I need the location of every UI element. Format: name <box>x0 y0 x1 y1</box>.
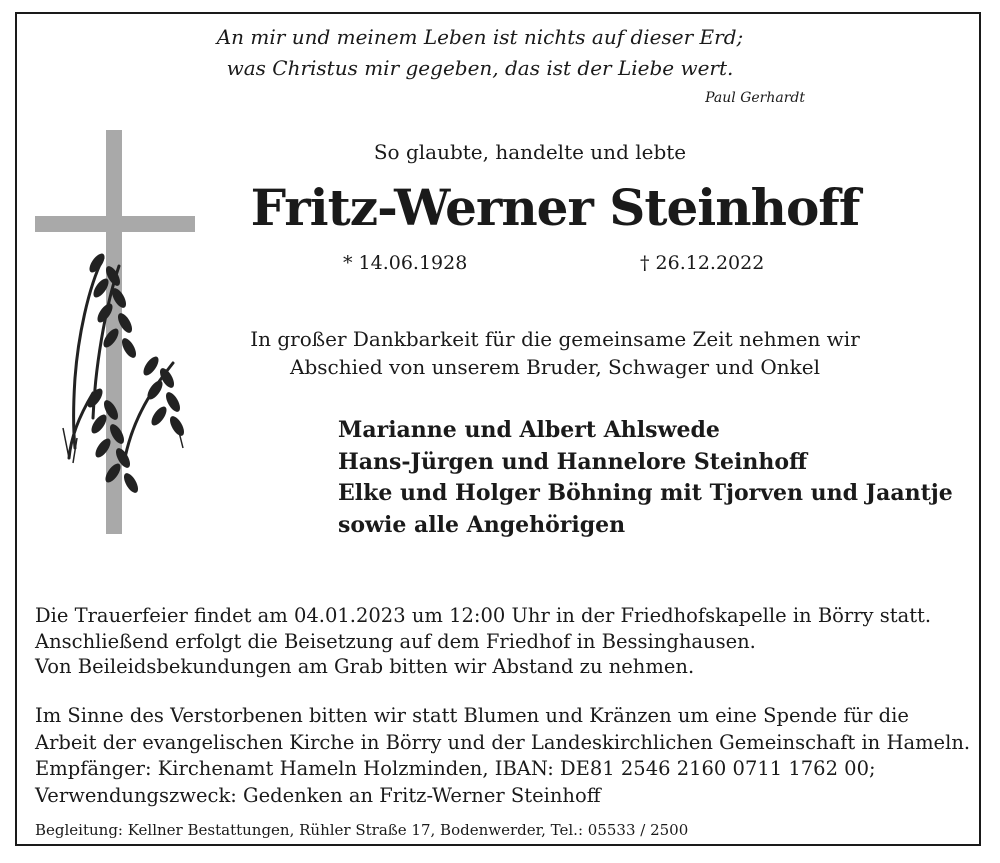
quote-line: was Christus mir gegeben, das ist der Liebe wert. <box>226 56 734 80</box>
donation-line: Empfänger: Kirchenamt Hameln Holzminden, IBAN: DE81 2546 2160 0711 1762 00; <box>35 757 876 780</box>
quote-line: An mir und meinem Leben ist nichts auf dieser Erd; <box>216 25 744 49</box>
farewell-line: Abschied von unserem Bruder, Schwager und Onkel <box>290 355 820 379</box>
death-date: † 26.12.2022 <box>640 252 765 274</box>
donation-line: Im Sinne des Verstorbenen bitten wir statt Blumen und Kränzen um eine Spende für die <box>35 704 909 727</box>
deceased-name: Fritz-Werner Steinhoff <box>250 178 860 237</box>
cross-with-wheat-icon <box>33 128 198 538</box>
intro-line: So glaubte, handelte und lebte <box>373 140 687 164</box>
donation-request <box>35 703 985 809</box>
mourner: Hans-Jürgen und Hannelore Steinhoff <box>338 448 808 475</box>
funeral-details <box>35 603 985 680</box>
mourner: Marianne und Albert Ahlswede <box>338 417 720 443</box>
quote <box>150 22 810 84</box>
mourner: sowie alle Angehörigen <box>338 511 626 538</box>
birth-date: * 14.06.1928 <box>343 252 468 274</box>
details-line: Von Beileidsbekundungen am Grab bitten wir Abstand zu nehmen. <box>35 655 695 678</box>
mourners-list <box>338 415 953 541</box>
details-line: Anschließend erfolgt die Beisetzung auf dem Friedhof in Bessinghausen. <box>35 629 756 653</box>
farewell-line: In großer Dankbarkeit für die gemeinsame Zeit nehmen wir <box>250 327 860 351</box>
farewell-text <box>200 325 910 381</box>
mourner: Elke und Holger Böhning mit Tjorven und Jaantje <box>338 480 953 506</box>
undertaker-footer: Begleitung: Kellner Bestattungen, Rühler Straße 17, Bodenwerder, Tel.: 05533 / 2500 <box>35 821 689 839</box>
quote-author: Paul Gerhardt <box>705 90 805 106</box>
donation-line: Arbeit der evangelischen Kirche in Börry und der Landeskirchlichen Gemeinschaft in Hameln. <box>35 730 971 754</box>
details-line: Die Trauerfeier findet am 04.01.2023 um 12:00 Uhr in der Friedhofskapelle in Börry statt. <box>35 604 932 627</box>
donation-line: Verwendungszweck: Gedenken an Fritz-Werner Steinhoff <box>35 783 601 807</box>
